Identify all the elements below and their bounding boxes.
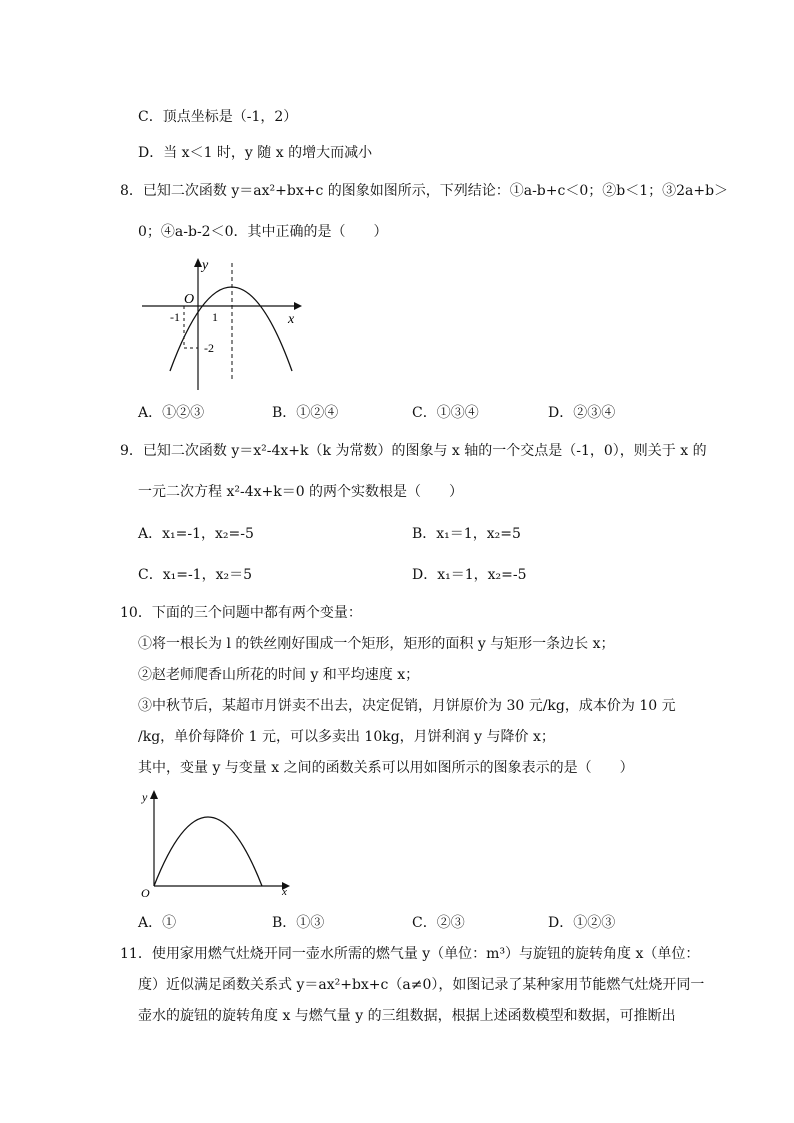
q9-stem-line2: 一元二次方程 x²-4x+k＝0 的两个实数根是（ ） <box>138 484 464 500</box>
q10-item1: ①将一根长为 l 的铁丝刚好围成一个矩形，矩形的面积 y 与矩形一条边长 x； <box>138 636 615 652</box>
q11-stem-line1: 11．使用家用燃气灶烧开同一壶水所需的燃气量 y（单位：m³）与旋钮的旋转角度 x（单位： <box>120 946 700 962</box>
q10-origin-label: O <box>141 886 150 900</box>
q9-option-d: D．x₁＝1，x₂=-5 <box>412 567 527 583</box>
q10-y-axis-arrow <box>150 790 158 799</box>
q8-x-label: x <box>288 312 295 327</box>
q10-stem-line1: 10．下面的三个问题中都有两个变量： <box>120 605 362 621</box>
q8-stem-line1: 8．已知二次函数 y＝ax²+bx+c 的图象如图所示，下列结论：①a-b+c＜0；②b＜1；③2a+b＞ <box>120 183 729 199</box>
q8-option-c: C．①③④ <box>412 405 479 421</box>
q10-option-b: B．①③ <box>272 915 325 931</box>
q10-arch-curve <box>154 817 262 886</box>
q10-arch-graph <box>138 785 298 900</box>
q10-option-d: D．①②③ <box>548 915 616 931</box>
q11-stem-line3: 壶水的旋钮的旋转角度 x 与燃气量 y 的三组数据，根据上述函数模型和数据，可推断出 <box>138 1008 676 1024</box>
q8-parabola-graph <box>140 255 310 395</box>
q8-origin-label: O <box>184 292 195 307</box>
q10-item3-line2: /kg，单价每降价 1 元，可以多卖出 10kg，月饼利润 y 与降价 x； <box>138 729 555 745</box>
q11-stem-line2: 度）近似满足函数关系式 y＝ax²+bx+c（a≠0），如图记录了某种家用节能燃气灶烧开同一 <box>138 977 705 993</box>
q10-question: 其中，变量 y 与变量 x 之间的函数关系可以用如图所示的图象表示的是（ ） <box>138 760 634 776</box>
q8-option-b: B．①②④ <box>272 405 339 421</box>
q10-x-label: x <box>282 886 287 898</box>
q10-option-c: C．②③ <box>412 915 465 931</box>
q10-option-a: A．① <box>138 915 177 931</box>
q7-option-c: C．顶点坐标是（-1，2） <box>138 109 298 125</box>
q10-item3-line1: ③中秋节后，某超市月饼卖不出去，决定促销，月饼原价为 30 元/kg，成本价为 10 元 <box>138 698 676 714</box>
q8-neg-one-label: -1 <box>170 310 180 324</box>
q9-option-c: C．x₁=-1，x₂＝5 <box>138 567 253 583</box>
q8-stem-line2: 0；④a-b-2＜0．其中正确的是（ ） <box>138 224 388 240</box>
q8-option-a: A．①②③ <box>138 405 205 421</box>
q9-option-b: B．x₁＝1，x₂=5 <box>412 526 521 542</box>
q10-item2: ②赵老师爬香山所花的时间 y 和平均速度 x； <box>138 667 420 683</box>
q8-one-label: 1 <box>212 310 218 324</box>
q8-x-axis-arrow <box>294 302 302 310</box>
q8-y-axis-arrow <box>194 258 202 267</box>
q8-neg-two-label: -2 <box>204 341 214 355</box>
q8-option-d: D．②③④ <box>548 405 616 421</box>
q10-y-label: y <box>142 790 148 804</box>
q7-option-d: D．当 x＜1 时，y 随 x 的增大而减小 <box>138 145 373 161</box>
q9-stem-line1: 9．已知二次函数 y＝x²-4x+k（k 为常数）的图象与 x 轴的一个交点是（-1，0），则关于 x 的 <box>120 443 707 459</box>
q9-option-a: A．x₁=-1，x₂=-5 <box>138 526 254 542</box>
q8-y-label: y <box>202 258 209 273</box>
